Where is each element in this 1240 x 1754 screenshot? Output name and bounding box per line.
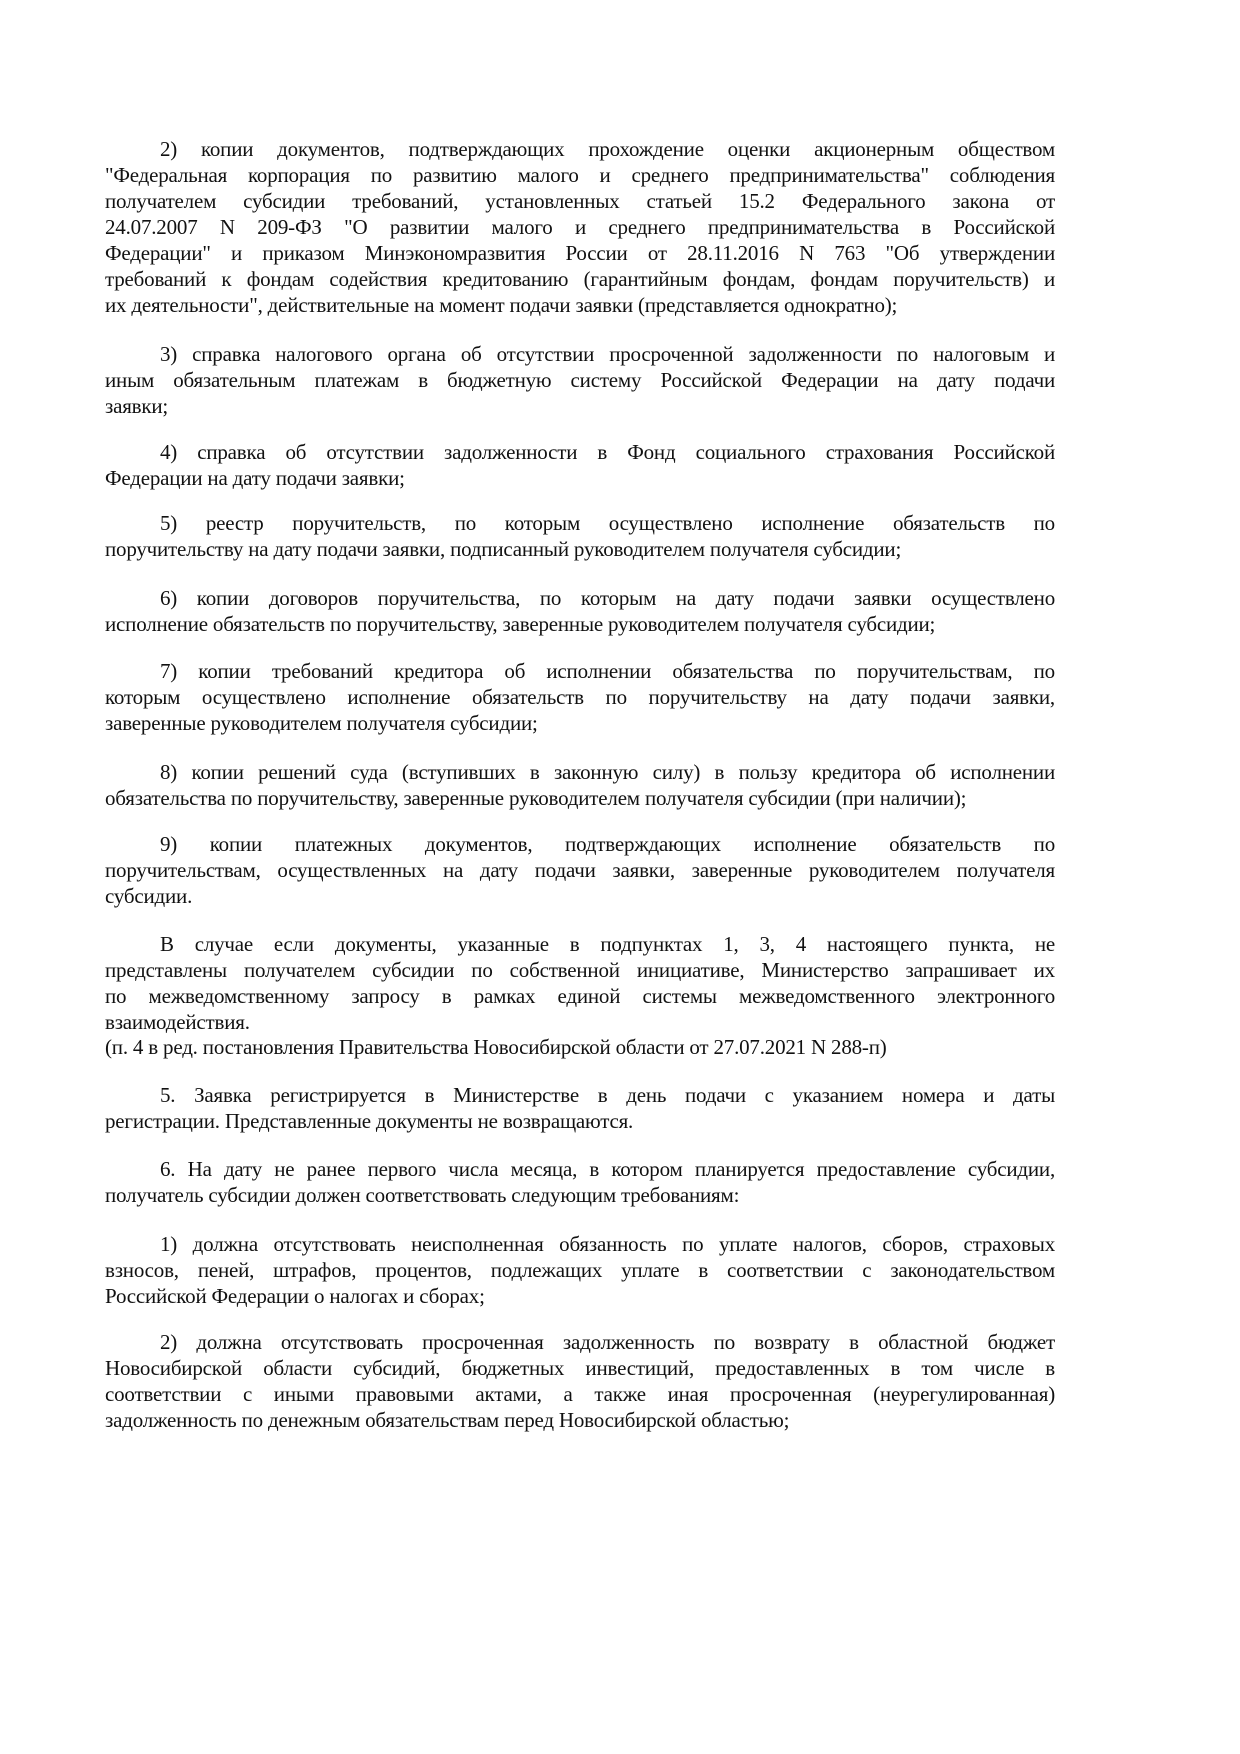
text-line: В случае если документы, указанные в подпунктах 1, 3, 4 настоящего пункта, не [160,932,1055,956]
paragraph [105,1231,1055,1309]
text-line: Федерации" и приказом Минэкономразвития России от 28.11.2016 N 763 "Об утверждении [105,241,1055,265]
text-line: иным обязательным платежам в бюджетную систему Российской Федерации на дату подачи [105,368,1055,392]
paragraph [105,759,1055,811]
text-line: регистрации. Представленные документы не возвращаются. [105,1109,634,1133]
text-line: требований к фондам содействия кредитованию (гарантийным фондам, фондам поручительств) и [105,267,1055,291]
text-line: Федерации на дату подачи заявки; [105,466,405,490]
paragraph [105,341,1055,419]
paragraph [105,510,1055,562]
text-line: 8) копии решений суда (вступивших в законную силу) в пользу кредитора об исполнении [160,760,1055,784]
text-line: 1) должна отсутствовать неисполненная обязанность по уплате налогов, сборов, страховых [160,1232,1055,1256]
text-line: 9) копии платежных документов, подтверждающих исполнение обязательств по [160,832,1055,856]
text-line: представлены получателем субсидии по собственной инициативе, Министерство запрашивает их [105,958,1055,982]
text-line: субсидии. [105,884,193,908]
paragraph [105,1034,1055,1060]
text-line: 6) копии договоров поручительства, по которым на дату подачи заявки осуществлено [160,586,1055,610]
text-line: Новосибирской области субсидий, бюджетных инвестиций, предоставленных в том числе в [105,1356,1055,1380]
text-line: 5. Заявка регистрируется в Министерстве в день подачи с указанием номера и даты [160,1083,1055,1107]
text-line: (п. 4 в ред. постановления Правительства Новосибирской области от 27.07.2021 N 288-п) [105,1035,887,1059]
text-line: заверенные руководителем получателя субсидии; [105,711,538,735]
text-line: 24.07.2007 N 209-ФЗ "О развитии малого и среднего предпринимательства в Российской [105,215,1055,239]
text-line: обязательства по поручительству, заверенные руководителем получателя субсидии (при наличии); [105,786,967,810]
text-line: исполнение обязательств по поручительству, заверенные руководителем получателя субсидии; [105,612,936,636]
text-line: получателем субсидии требований, установленных статьей 15.2 Федерального закона от [105,189,1055,213]
paragraph [105,658,1055,736]
text-line: 2) копии документов, подтверждающих прохождение оценки акционерным обществом [160,137,1055,161]
text-line: поручительству на дату подачи заявки, подписанный руководителем получателя субсидии; [105,537,902,561]
text-line: 6. На дату не ранее первого числа месяца, в котором планируется предоставление субсидии, [160,1157,1055,1181]
paragraph [105,439,1055,491]
text-line: которым осуществлено исполнение обязательств по поручительству на дату подачи заявки, [105,685,1055,709]
paragraph [105,1082,1055,1134]
text-line: взносов, пеней, штрафов, процентов, подлежащих уплате в соответствии с законодательством [105,1258,1055,1282]
text-line: задолженность по денежным обязательствам перед Новосибирской областью; [105,1408,790,1432]
text-line: по межведомственному запросу в рамках единой системы межведомственного электронного [105,984,1055,1008]
text-line: 2) должна отсутствовать просроченная задолженность по возврату в областной бюджет [160,1330,1055,1354]
text-line: 3) справка налогового органа об отсутствии просроченной задолженности по налоговым и [160,342,1055,366]
paragraph [105,136,1055,318]
text-line: 7) копии требований кредитора об исполнении обязательства по поручительствам, по [160,659,1055,683]
text-line: заявки; [105,394,169,418]
text-line: 5) реестр поручительств, по которым осуществлено исполнение обязательств по [160,511,1055,535]
paragraph [105,585,1055,637]
text-line: поручительствам, осуществленных на дату подачи заявки, заверенные руководителем получателя [105,858,1055,882]
paragraph [105,931,1055,1035]
text-line: взаимодействия. [105,1010,250,1034]
paragraph [105,1329,1055,1433]
text-line: их деятельности", действительные на момент подачи заявки (представляется однократно); [105,293,898,317]
paragraph [105,831,1055,909]
text-line: Российской Федерации о налогах и сборах; [105,1284,485,1308]
text-line: "Федеральная корпорация по развитию малого и среднего предпринимательства" соблюдения [105,163,1055,187]
text-line: 4) справка об отсутствии задолженности в Фонд социального страхования Российской [160,440,1055,464]
paragraph [105,1156,1055,1208]
text-line: соответствии с иными правовыми актами, а также иная просроченная (неурегулированная) [105,1382,1055,1406]
text-line: получатель субсидии должен соответствовать следующим требованиям: [105,1183,740,1207]
